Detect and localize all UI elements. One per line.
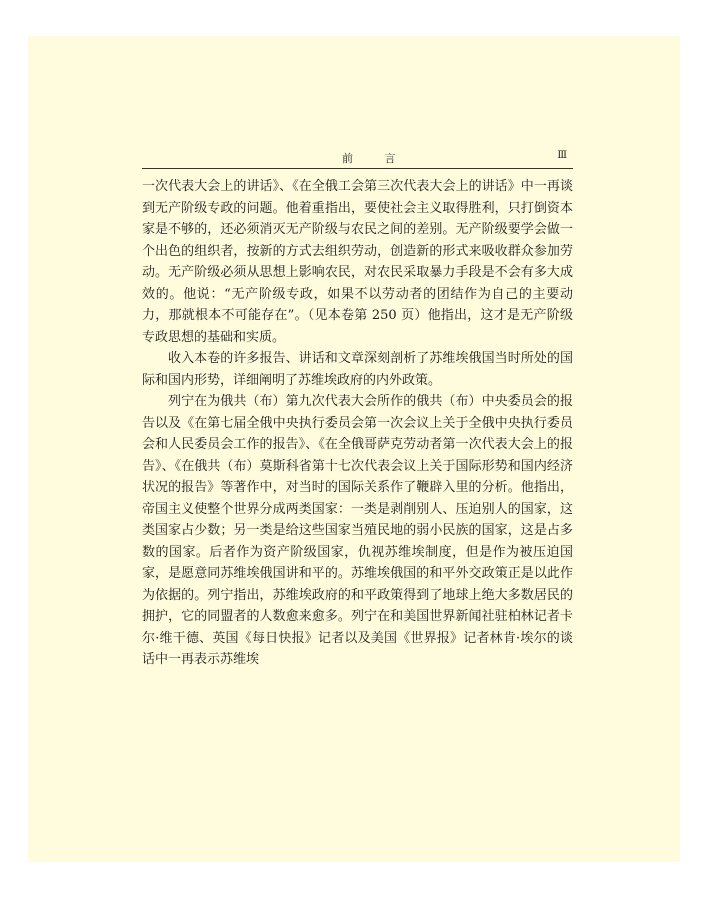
paragraph-1: 一次代表大会上的讲话》、《在全俄工会第三次代表大会上的讲话》中一再谈到无产阶级专政的问题。他着重指出，要使社会主义取得胜利，只打倒资本家是不够的，还必须消灭无产阶级与农民之间的差别。无产阶级要学会做一个出色的组织者，按新的方式去组织劳动，创造新的形式来吸收群众参加劳动。无产阶级必须从思想上影响农民，对农民采取暴力手段是不会有多大成效的。他说：“无产阶级专政，如果不以劳动者的团结作为自己的主要动力，那就根本不可能存在”。（见本卷第 250 页）他指出，这才是无产阶级专政思想的基础和实质。 <box>142 179 573 345</box>
paragraph-3: 列宁在为俄共（布）第九次代表大会所作的俄共（布）中央委员会的报告以及《在第七届全俄中央执行委员会第一次会议上关于全俄中央执行委员会和人民委员会工作的报告》、《在全俄哥萨克劳动者第一次代表大会上的报告》、《在俄共（布）莫斯科省第十七次代表会议上关于国际形势和国内经济状况的报告》等著作中，对当时的国际关系作了鞭辟入里的分析。他指出，帝国主义使整个世界分成两类国家：一类是剥削别人、压迫别人的国家，这类国家占少数；另一类是给这些国家当殖民地的弱小民族的国家，这是占多数的国家。后者作为资产阶级国家，仇视苏维埃制度，但是作为被压迫国家，是愿意同苏维埃俄国讲和平的。苏维埃俄国的和平外交政策正是以此作为依据的。列宁指出，苏维埃政府的和平政策得到了地球上绝大多数居民的拥护，它的同盟者的人数愈来愈多。列宁在和美国世界新闻社驻柏林记者卡尔·维干德、英国《每日快报》记者以及美国《世界报》记者林肯·埃尔的谈话中一再表示苏维埃 <box>142 394 573 667</box>
header-rule <box>142 168 573 169</box>
page-number: Ⅲ <box>557 150 567 161</box>
header-title: 前 言 <box>342 152 410 165</box>
body-text <box>142 176 573 671</box>
paragraph-2: 收入本卷的许多报告、讲话和文章深刻剖析了苏维埃俄国当时所处的国际和国内形势，详细阐明了苏维埃政府的内外政策。 <box>142 351 573 388</box>
running-header <box>142 147 573 167</box>
